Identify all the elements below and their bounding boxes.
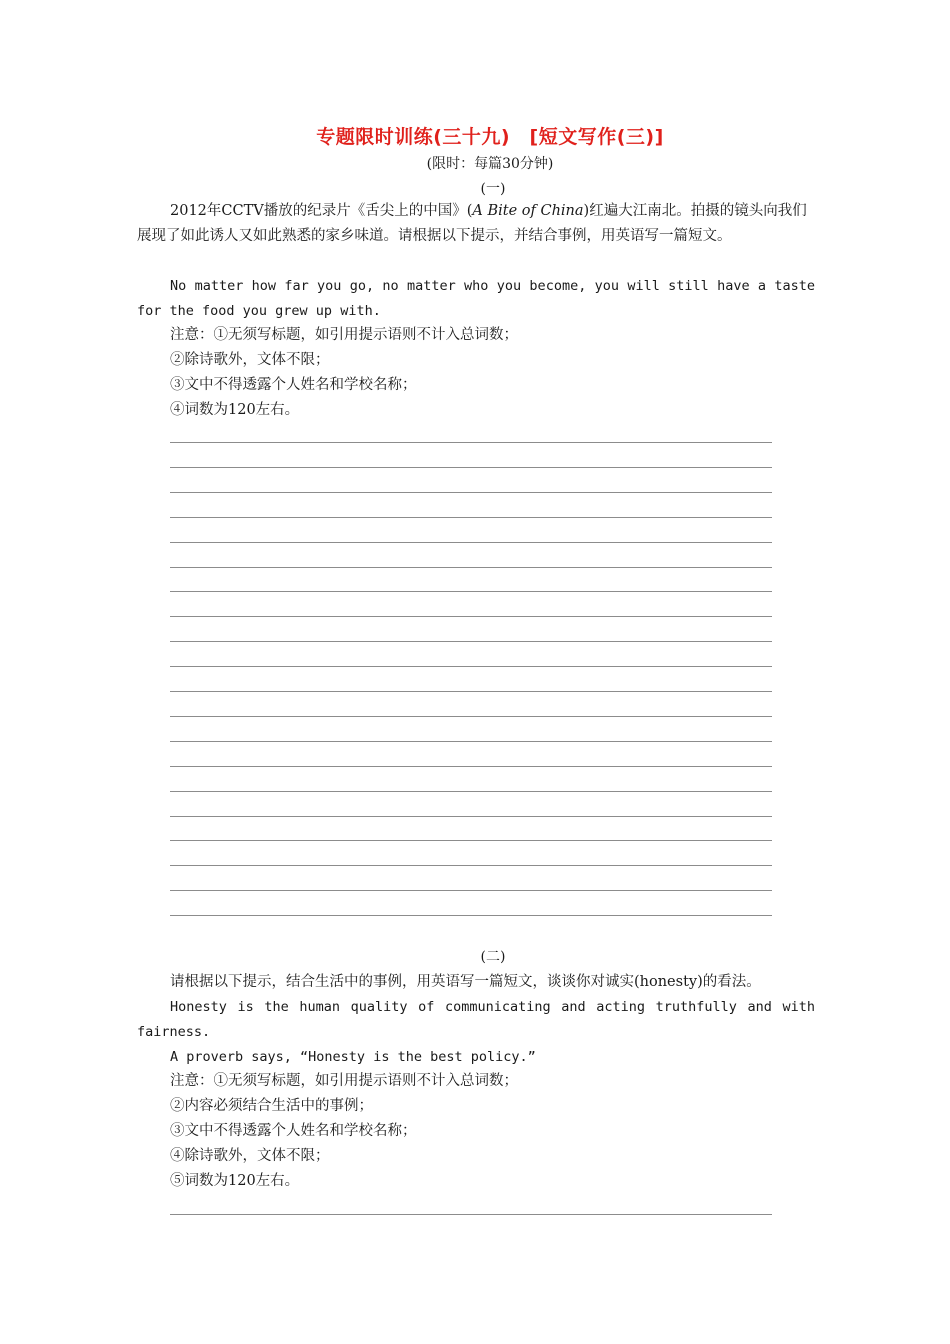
answer-line[interactable] <box>170 890 772 891</box>
answer-line[interactable] <box>170 816 772 817</box>
section-2-note-1: 注意：①无须写标题，如引用提示语则不计入总词数； <box>170 1073 518 1089</box>
answer-line[interactable] <box>170 492 772 493</box>
section-1-note-1: 注意：①无须写标题，如引用提示语则不计入总词数； <box>170 327 518 343</box>
answer-line[interactable] <box>170 691 772 692</box>
page-title: 专题限时训练(三十九) [短文写作(三)] <box>316 126 664 148</box>
answer-line[interactable] <box>170 641 772 642</box>
answer-line[interactable] <box>170 591 772 592</box>
answer-line[interactable] <box>170 666 772 667</box>
answer-line[interactable] <box>170 741 772 742</box>
intro-text-1: 2012年CCTV播放的纪录片《舌尖上的中国》( <box>170 203 473 219</box>
section-2-prompt-2: A proverb says, “Honesty is the best policy.” <box>170 1049 536 1065</box>
section-2-note-2: ②内容必须结合生活中的事例； <box>170 1098 373 1114</box>
answer-line[interactable] <box>170 865 772 866</box>
answer-line[interactable] <box>170 616 772 617</box>
section-2-intro: 请根据以下提示，结合生活中的事例，用英语写一篇短文，谈谈你对诚实(honesty)的看法。 <box>170 974 761 990</box>
answer-line[interactable] <box>170 766 772 767</box>
answer-line[interactable] <box>170 442 772 443</box>
section-2-mark: (二) <box>480 949 506 965</box>
answer-line[interactable] <box>170 716 772 717</box>
time-limit: (限时：每篇30分钟) <box>426 156 554 172</box>
answer-line[interactable] <box>170 791 772 792</box>
answer-line[interactable] <box>170 542 772 543</box>
section-2-note-4: ④除诗歌外，文体不限； <box>170 1148 330 1164</box>
answer-line[interactable] <box>170 517 772 518</box>
section-2-note-5: ⑤词数为120左右。 <box>170 1173 300 1189</box>
answer-line[interactable] <box>170 467 772 468</box>
answer-line[interactable] <box>170 915 772 916</box>
section-1-mark: (一) <box>480 181 506 197</box>
answer-line[interactable] <box>170 840 772 841</box>
section-1-intro <box>137 199 815 249</box>
section-2-note-3: ③文中不得透露个人姓名和学校名称； <box>170 1123 417 1139</box>
answer-line[interactable] <box>170 1214 772 1215</box>
section-1-note-2: ②除诗歌外，文体不限； <box>170 352 330 368</box>
section-1-note-4: ④词数为120左右。 <box>170 402 300 418</box>
section-1-note-3: ③文中不得透露个人姓名和学校名称； <box>170 377 417 393</box>
section-1-prompt: No matter how far you go, no matter who you become, you will still have a taste for the food you grew up with. <box>137 278 815 319</box>
documentary-title: A Bite of China <box>472 203 584 219</box>
intro-text-2: )红遍大江南北。拍摄的镜头向我们展现了如此诱人又如此熟悉的家乡味道。请根据以下提示，并结合事例，用英语写一篇短文。 <box>137 203 807 244</box>
answer-line[interactable] <box>170 567 772 568</box>
section-2-prompt-1: Honesty is the human quality of communicating and acting truthfully and with fairness. <box>137 999 815 1040</box>
